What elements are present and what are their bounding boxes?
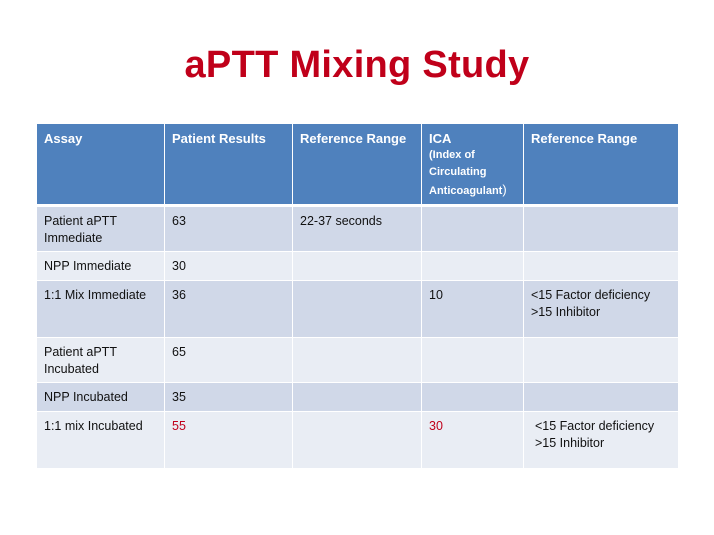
cell-ica-reference (524, 252, 679, 281)
header-patient-results: Patient Results (165, 124, 293, 206)
mixing-study-table (36, 124, 679, 469)
cell-assay: Patient aPTT Incubated (37, 338, 165, 383)
cell-result: 65 (165, 338, 293, 383)
cell-result: 35 (165, 383, 293, 412)
cell-assay: 1:1 mix Incubated (37, 412, 165, 469)
cell-reference-range (293, 338, 422, 383)
header-reference-range: Reference Range (293, 124, 422, 206)
cell-result: 63 (165, 206, 293, 252)
header-ica-subtitle-text: (Index of Circulating Anticoagulant (429, 149, 503, 197)
header-ica-label: ICA (429, 131, 452, 146)
cell-ica-reference (524, 206, 679, 252)
table-row (37, 383, 679, 412)
header-ica (422, 124, 524, 206)
slide-title: aPTT Mixing Study (184, 44, 530, 86)
cell-ica (422, 383, 524, 412)
cell-assay: 1:1 Mix Immediate (37, 281, 165, 338)
cell-result: 30 (165, 252, 293, 281)
header-reference-range-2: Reference Range (524, 124, 679, 206)
cell-ica (422, 206, 524, 252)
cell-assay: NPP Incubated (37, 383, 165, 412)
header-assay: Assay (37, 124, 165, 206)
ica-ref-inhibitor: >15 Inhibitor (535, 436, 605, 450)
cell-reference-range (293, 383, 422, 412)
cell-ica (422, 252, 524, 281)
cell-ica: 10 (422, 281, 524, 338)
table-row (37, 281, 679, 338)
table-row (37, 412, 679, 469)
cell-reference-range: 22-37 seconds (293, 206, 422, 252)
cell-ica-reference (524, 338, 679, 383)
header-ica-subtitle (429, 147, 516, 200)
header-ica-close-paren: ) (502, 182, 507, 197)
cell-reference-range (293, 252, 422, 281)
cell-ica-reference (524, 281, 679, 338)
ica-ref-factor-deficiency: <15 Factor deficiency (531, 288, 651, 302)
ica-ref-factor-deficiency: <15 Factor deficiency (535, 419, 655, 433)
cell-ica-highlighted: 30 (422, 412, 524, 469)
cell-ica (422, 338, 524, 383)
table-row (37, 338, 679, 383)
cell-reference-range (293, 412, 422, 469)
cell-ica-reference (524, 383, 679, 412)
cell-assay: NPP Immediate (37, 252, 165, 281)
cell-result: 36 (165, 281, 293, 338)
cell-result-highlighted: 55 (165, 412, 293, 469)
table-header-row (37, 124, 679, 206)
table-row (37, 206, 679, 252)
ica-ref-inhibitor: >15 Inhibitor (531, 305, 601, 319)
cell-assay: Patient aPTT Immediate (37, 206, 165, 252)
cell-reference-range (293, 281, 422, 338)
cell-ica-reference (524, 412, 679, 469)
table-row (37, 252, 679, 281)
